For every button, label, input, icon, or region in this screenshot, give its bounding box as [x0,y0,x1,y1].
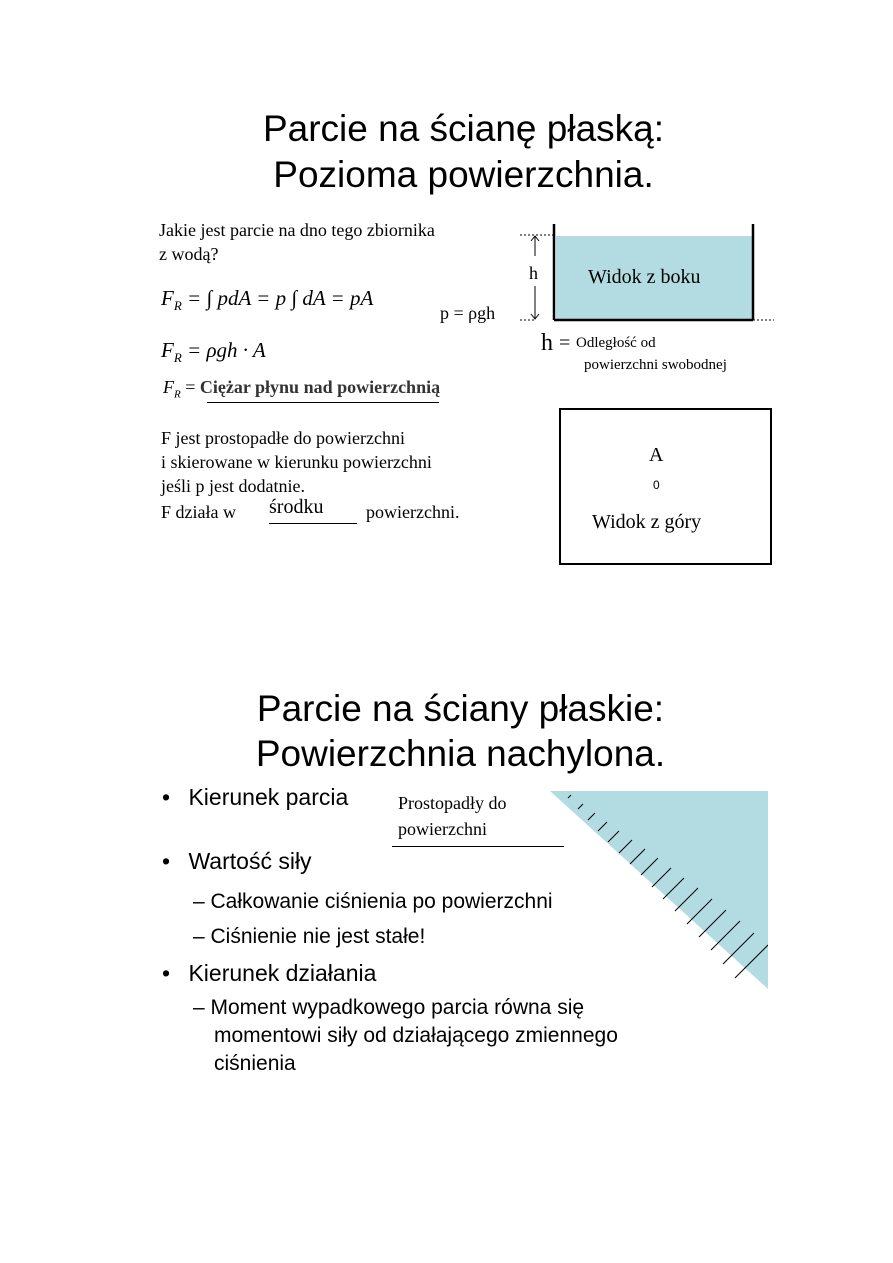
bullet3-sub1-line3: ciśnienia [214,1052,296,1075]
eq2-subscript: R [173,350,182,366]
slide1-title-line2: Pozioma powierzchnia. [273,154,654,195]
bullet2-sub2: – Ciśnienie nie jest stałe! [193,925,426,948]
bullet-icon: • [162,784,171,810]
bullet2 [162,848,312,875]
eq1-subscript: R [173,298,182,314]
text-line2: i skierowane w kierunku powierzchni [161,452,432,472]
eq2-rhs: = ρgh · A [187,338,266,362]
inclined-wall-diagram [550,791,768,989]
bullet1-text: Kierunek parcia [188,784,349,810]
bullet3-sub1-line2: momentowi siły od działającego zmiennego [214,1024,618,1047]
slide1-title-line1: Parcie na ścianę płaską: [262,108,665,149]
bullet-icon: • [162,848,171,874]
eq3-force-symbol: F [163,377,174,397]
bullet1-answer-line2: powierzchni [398,819,487,839]
bullet2-text: Wartość siły [188,848,312,874]
eq1-force-symbol: F [161,286,174,310]
water-wedge [550,791,768,989]
slide2-title-line2: Powierzchnia nachylona. [255,733,666,774]
h-dimension-label: h [529,263,538,283]
bullet3 [162,960,376,987]
equation-weight [163,377,440,401]
eq3-answer-underline [207,402,439,403]
h-definition-line1: Odległość od [576,335,656,351]
h-definition-symbol: h [541,330,553,356]
text-line4-suffix: powierzchni. [366,502,460,522]
arrow-icon [531,286,539,319]
top-view-center-marker: 0 [653,478,660,492]
eq1-rhs: = ∫ pdA = p ∫ dA = pA [187,286,374,310]
bullet2-sub1: – Całkowanie ciśnienia po powierzchni [193,890,553,913]
slide-inclined-surface [152,680,769,1076]
h-definition-equals: = [559,332,571,354]
bullet-icon: • [162,960,171,986]
bullet1-answer-line1: Prostopadły do [398,793,507,813]
top-view-label: Widok z góry [592,511,702,533]
equation-integral [161,286,373,314]
text-line1: F jest prostopadłe do powierzchni [161,428,405,448]
eq3-subscript: R [174,388,181,401]
equation-rho-g-h [161,338,266,366]
bullet3-text: Kierunek działania [188,960,377,986]
h-definition-line2: powierzchni swobodnej [584,357,727,373]
text-line3: jeśli p jest dodatnie. [161,476,305,496]
pressure-formula: p = ρgh [440,303,496,323]
eq2-force-symbol: F [161,338,174,362]
side-view-label: Widok z boku [588,266,701,288]
top-view-box [559,408,772,565]
question-line2: z wodą? [159,244,219,264]
slide2-title-line1: Parcie na ściany płaskie: [256,688,665,729]
bullet1 [162,784,348,811]
eq3-equals: = [185,377,196,397]
question-line1: Jakie jest parcie na dno tego zbiornika [159,220,435,240]
text-line4-underline [269,523,357,524]
top-view-area-label: A [649,444,664,466]
bullet3-sub1-line1: – Moment wypadkowego parcia równa się [193,996,585,1019]
slide-horizontal-surface [152,100,775,572]
eq3-answer: Ciężar płynu nad powierzchnią [199,377,441,397]
arrow-icon [531,236,539,256]
bullet1-answer-underline [392,846,564,847]
text-line4-answer: środku [269,496,324,518]
text-line4-prefix: F działa w [161,502,236,522]
